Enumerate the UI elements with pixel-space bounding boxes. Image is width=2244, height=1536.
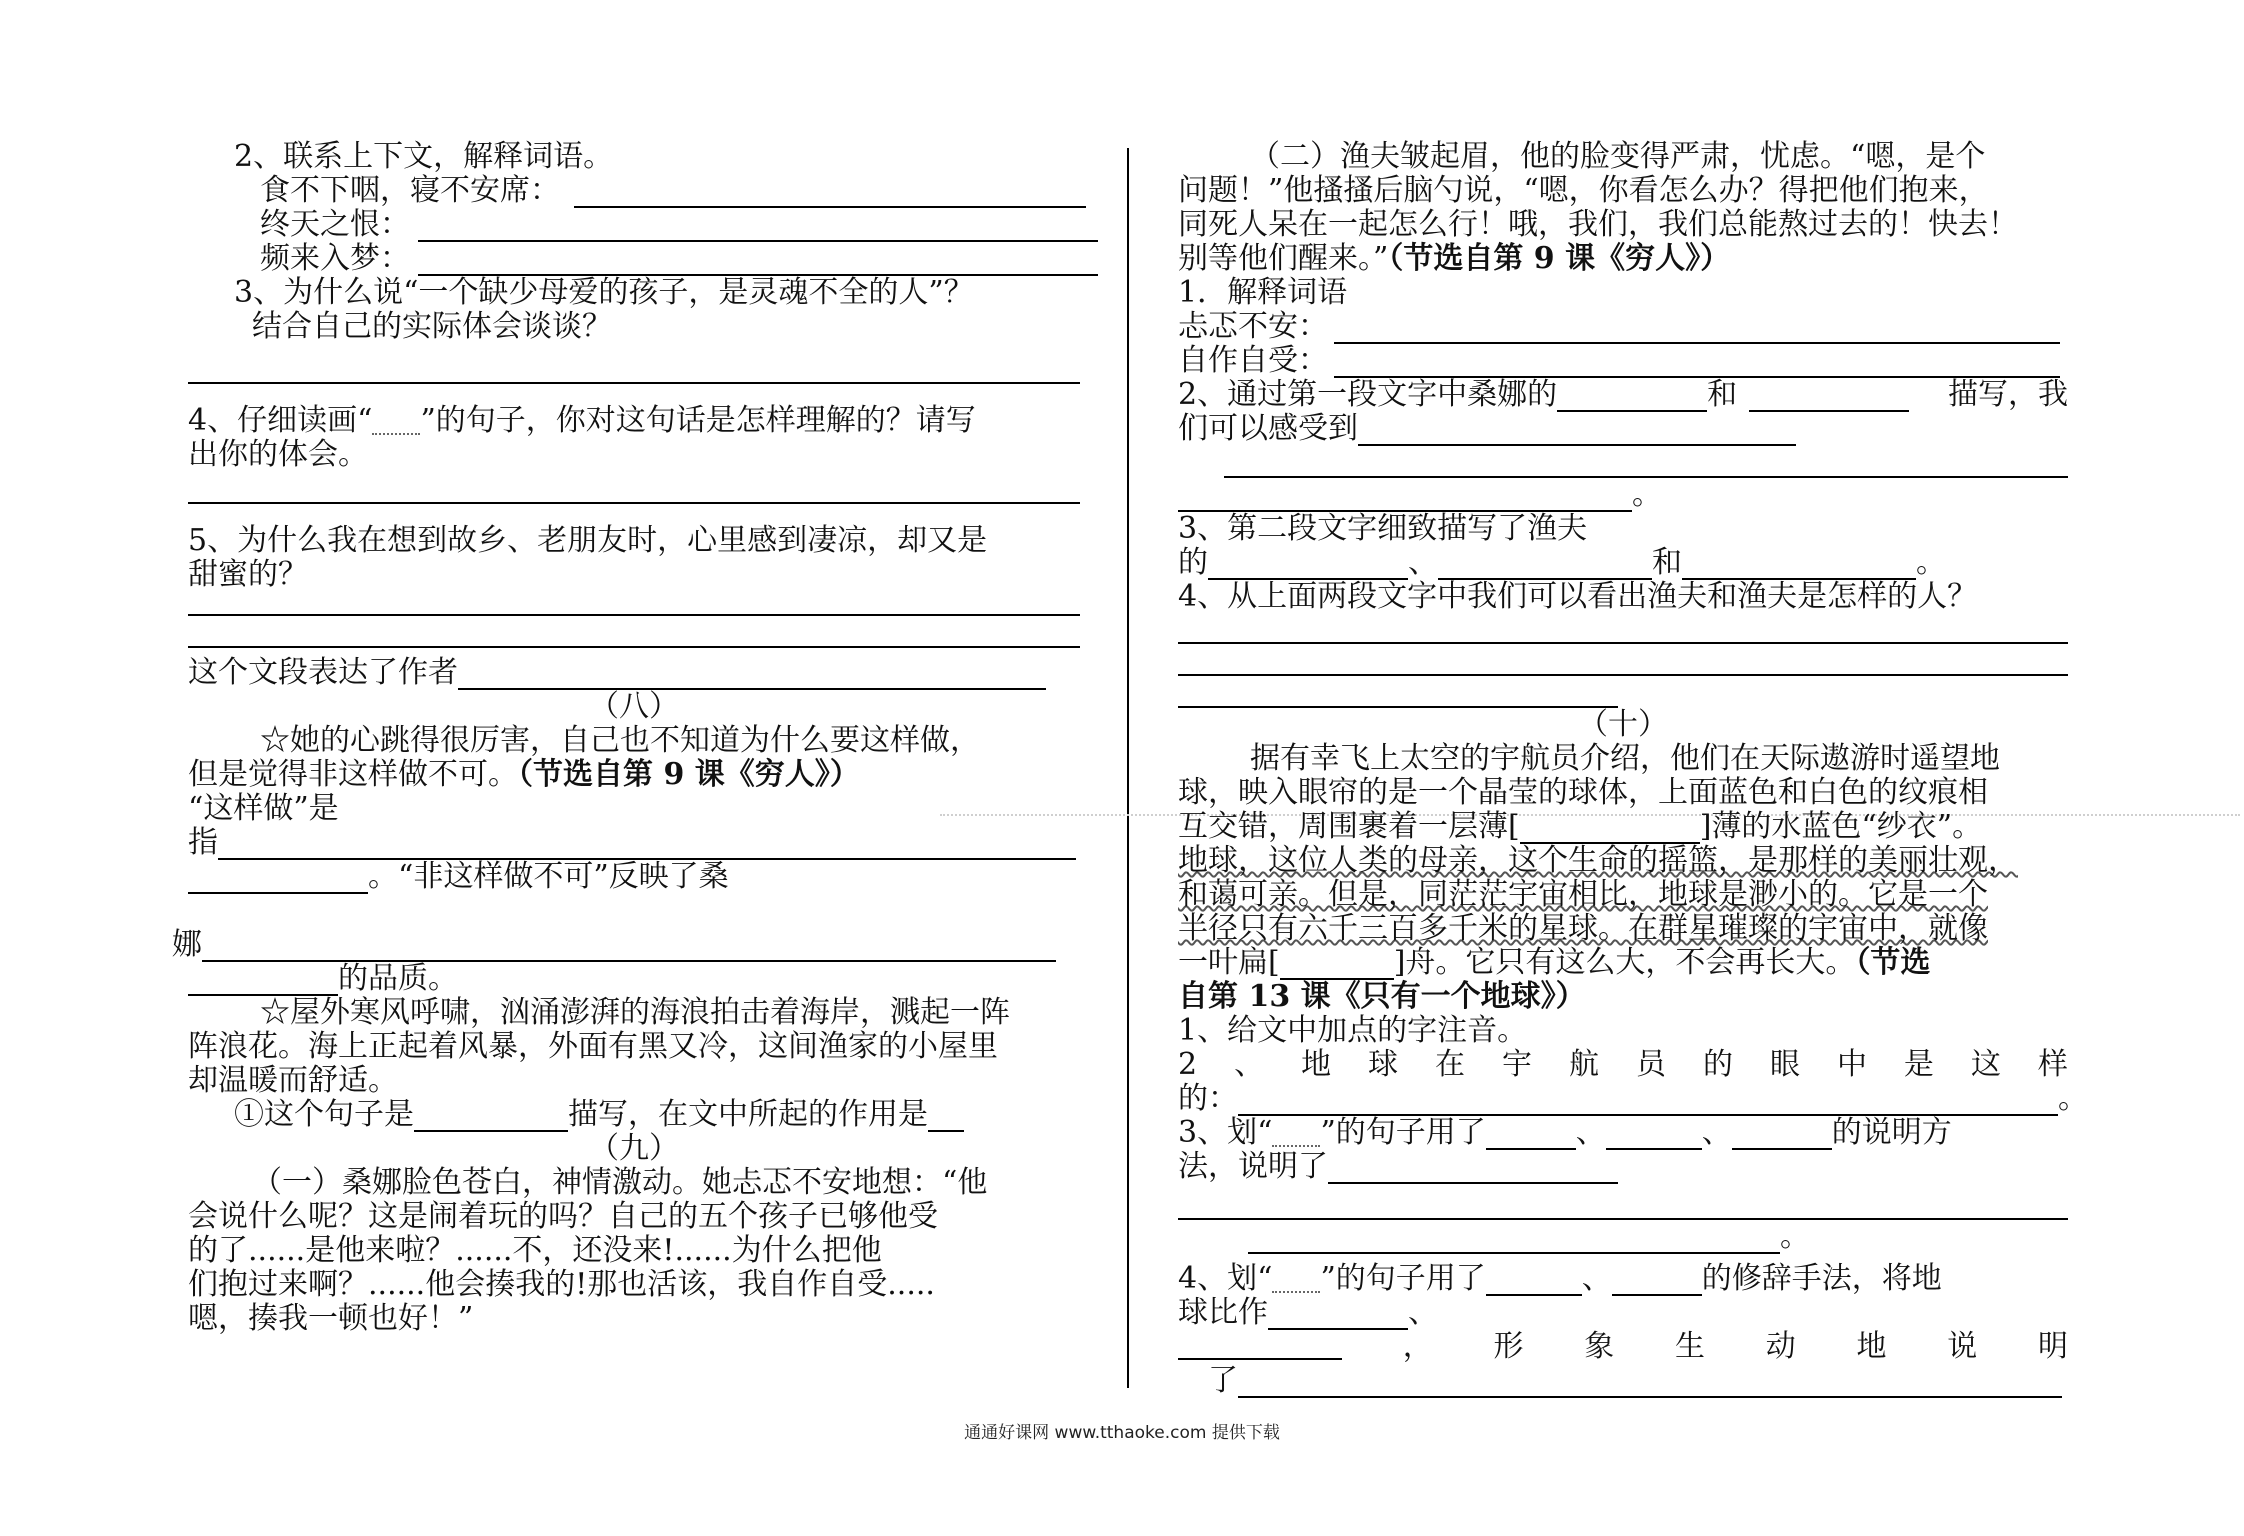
- q2-term-3: 频来入梦：: [188, 242, 1080, 276]
- r10-q4-line-1: 4、划“ ”的句子用了 、 的修辞手法，将地: [1178, 1261, 1942, 1296]
- answer-line[interactable]: [1178, 1198, 2068, 1220]
- answer-blank[interactable]: [1208, 550, 1408, 580]
- answer-blank[interactable]: [1328, 1154, 1618, 1184]
- answer-blank[interactable]: [1732, 1120, 1832, 1150]
- sec8-question-zhi: 指: [188, 826, 1080, 860]
- answer-blank[interactable]: [188, 864, 368, 894]
- answer-line[interactable]: [188, 480, 1080, 504]
- answer-blank[interactable]: [574, 178, 1086, 208]
- underline-mark-sample: [1272, 1121, 1320, 1147]
- p2-line-1: （二）渔夫皱起眉，他的脸变得严肃，忧虑。“嗯，是个: [1250, 139, 1986, 174]
- q2-title: 2、联系上下文，解释词语。: [234, 139, 614, 174]
- sec8-para2-line1: ☆屋外寒风呼啸，汹涌澎湃的海浪拍击着海岸，溅起一阵: [260, 995, 1010, 1030]
- right-column: [1178, 139, 2088, 1398]
- answer-blank[interactable]: [458, 660, 1046, 690]
- r10-q4-line-2: 球比作 、: [1178, 1295, 1438, 1330]
- sec10-line-2: 球，映入眼帘的是一个晶莹的球体，上面蓝色和白色的纹痕相: [1178, 775, 1988, 810]
- q4-line-2: 出你的体会。: [188, 437, 368, 472]
- sec10-line-5: 和蔼可亲。但是，同茫茫宇宙相比，地球是渺小的。它是一个: [1178, 877, 1988, 912]
- source-note: （节选自第 9 课《穷人》）: [1388, 241, 1731, 276]
- sec9-line-2: 会说什么呢？这是闹着玩的吗？自己的五个孩子已够他受: [188, 1199, 938, 1234]
- answer-blank[interactable]: [218, 830, 1076, 860]
- sec10-line-7: 一叶扁[ ]舟。它只有这么大，不会再长大。（节选: [1178, 945, 1931, 980]
- answer-line[interactable]: [188, 600, 1080, 616]
- sec8-question-na: 娜: [172, 928, 1080, 962]
- p2-line-4: 别等他们醒来。”（节选自第 9 课《穷人》）: [1178, 241, 1731, 276]
- sec8-question-quality: 的品质。: [188, 962, 1080, 996]
- section-9-title: （九）: [589, 1131, 679, 1166]
- answer-blank[interactable]: [418, 246, 1098, 276]
- r-q2-line-1: 2、通过第一段文字中桑娜的 和 描写，我: [1178, 377, 2068, 412]
- r10-q4-line-4: 了: [1178, 1364, 2068, 1398]
- sec8-question-intro: “这样做”是: [188, 791, 339, 826]
- answer-blank[interactable]: [1238, 1368, 2062, 1398]
- footer-credit: 通通好课网 www.tthaoke.com 提供下载: [964, 1423, 1280, 1443]
- left-column: [172, 139, 1080, 1336]
- answer-line[interactable]: [1178, 622, 2068, 644]
- answer-line[interactable]: [1224, 454, 2068, 478]
- answer-line[interactable]: [188, 616, 1080, 648]
- answer-blank[interactable]: [1268, 1300, 1408, 1330]
- source-note: （节选自第 9 课《穷人》）: [518, 757, 860, 792]
- sec10-line-3: 互交错，周围裹着一层薄[ ]薄的水蓝色“纱衣”。: [1178, 809, 1983, 844]
- answer-blank[interactable]: [414, 1102, 568, 1132]
- answer-blank[interactable]: [1178, 482, 1632, 512]
- sec9-line-4: 们抱过来啊？......他会揍我的!那也活该，我自作自受.....: [188, 1267, 935, 1302]
- answer-blank[interactable]: [1486, 1120, 1576, 1150]
- r-q2-line-3: 。: [1178, 478, 2068, 512]
- sec8-para1-line1: ☆她的心跳得很厉害，自己也不知道为什么要这样做，: [260, 723, 980, 758]
- answer-blank[interactable]: [1682, 550, 1916, 580]
- answer-blank[interactable]: [1334, 314, 2060, 344]
- r10-q4-line-3: ， 形 象 生 动 地 说 明: [1178, 1330, 2068, 1364]
- pinyin-blank[interactable]: [1280, 952, 1394, 980]
- sec8-question-reflect: 。“非这样做不可”反映了桑: [188, 860, 1080, 894]
- answer-blank[interactable]: [1358, 416, 1796, 446]
- sec9-line-3: 的了......是他来啦？......不，还没来!......为什么把他: [188, 1233, 882, 1268]
- q3-line-2: 结合自己的实际体会谈谈？: [252, 309, 612, 344]
- answer-line[interactable]: [1178, 644, 2068, 676]
- sec10-line-6: 半径只有六千三百多千米的星球。在群星璀璨的宇宙中，就像: [1178, 911, 1988, 946]
- answer-blank[interactable]: [1334, 348, 2060, 378]
- q4-line-1: 4、仔细读画“ ”的句子，你对这句话是怎样理解的？请写: [188, 403, 976, 438]
- answer-blank[interactable]: [418, 212, 1098, 242]
- q3-line-1: 3、为什么说“一个缺少母爱的孩子，是灵魂不全的人”？: [234, 275, 974, 310]
- column-divider: [1127, 148, 1129, 1388]
- answer-line[interactable]: [188, 352, 1080, 384]
- sec9-line-1: （一）桑娜脸色苍白，神情激动。她忐忑不安地想：“他: [252, 1165, 988, 1200]
- sec8-para2-line3: 却温暖而舒适。: [188, 1063, 398, 1098]
- answer-blank[interactable]: [1749, 382, 1909, 412]
- answer-blank[interactable]: [188, 966, 338, 996]
- underline-mark-sample: [1272, 1267, 1320, 1293]
- answer-blank[interactable]: [1606, 1120, 1702, 1150]
- r-q1-term-2: 自作自受：: [1178, 344, 2068, 378]
- q2-term-2: 终天之恨：: [188, 208, 1080, 242]
- answer-blank[interactable]: [1486, 1266, 1582, 1296]
- r10-q3-line-3: 。: [1178, 1220, 2068, 1254]
- answer-blank[interactable]: [1248, 1224, 1780, 1254]
- section-10-title: （十）: [1578, 707, 1668, 742]
- r-q3-line-1: 3、第二段文字细致描写了渔夫: [1178, 511, 1588, 546]
- section-8-title: （八）: [589, 689, 679, 724]
- answer-blank[interactable]: [1438, 550, 1652, 580]
- r-q1-term-1: 忐忑不安：: [1178, 310, 2068, 344]
- sec8-para2-line2: 阵浪花。海上正起着风暴，外面有黑又冷，这间渔家的小屋里: [188, 1029, 998, 1064]
- r10-q1: 1、给文中加点的字注音。: [1178, 1013, 1528, 1048]
- p2-line-2: 问题！”他搔搔后脑勺说，“嗯，你看怎么办？得把他们抱来，: [1178, 173, 1989, 208]
- r-q1-title: 1．解释词语: [1178, 275, 1348, 310]
- answer-blank[interactable]: [1238, 1086, 2058, 1116]
- answer-blank[interactable]: [202, 932, 1056, 962]
- r10-q2-line-2: 的： 。: [1178, 1081, 2088, 1116]
- summary-line: 这个文段表达了作者: [188, 656, 1080, 690]
- answer-blank[interactable]: [1557, 382, 1707, 412]
- q2-term-1: 食不下咽，寝不安席：: [188, 174, 1080, 208]
- answer-blank[interactable]: [928, 1102, 964, 1132]
- r-q2-line-2: 们可以感受到: [1178, 412, 2068, 446]
- r10-q3-line-1: 3、划“ ”的句子用了 、 、 的说明方: [1178, 1115, 1952, 1150]
- sec10-line-1: 据有幸飞上太空的宇航员介绍，他们在天际遨游时遥望地: [1250, 741, 2000, 776]
- sec9-line-5: 嗯，揍我一顿也好！”: [188, 1301, 474, 1336]
- underline-mark-sample: [372, 409, 420, 435]
- r-q3-line-2: 的 、 和 。: [1178, 545, 1946, 580]
- sec8-para1-line2: 但是觉得非这样做不可。（节选自第 9 课《穷人》）: [188, 757, 860, 792]
- answer-blank[interactable]: [1612, 1266, 1702, 1296]
- r10-q3-line-2: 法，说明了: [1178, 1150, 2068, 1184]
- r-q4: 4、从上面两段文字中我们可以看出渔夫和渔夫是怎样的人？: [1178, 579, 1978, 614]
- sec8-q1: ①这个句子是 描写，在文中所起的作用是: [188, 1098, 1080, 1132]
- q5-line-2: 甜蜜的？: [188, 557, 308, 592]
- pinyin-blank[interactable]: [1520, 816, 1700, 844]
- sec10-line-4: 地球，这位人类的母亲，这个生命的摇篮，是那样的美丽壮观，: [1178, 843, 2018, 878]
- sec10-source: 自第 13 课《只有一个地球》）: [1178, 979, 1586, 1014]
- answer-line[interactable]: [1178, 676, 1618, 708]
- p2-line-3: 同死人呆在一起怎么行！哦，我们，我们总能熬过去的！快去！: [1178, 207, 2018, 242]
- r10-q2-line-1: 2 、 地 球 在 宇 航 员 的 眼 中 是 这 样: [1178, 1047, 2068, 1082]
- q5-line-1: 5、为什么我在想到故乡、老朋友时，心里感到凄凉，却又是: [188, 523, 988, 558]
- answer-blank[interactable]: [1178, 1330, 1342, 1360]
